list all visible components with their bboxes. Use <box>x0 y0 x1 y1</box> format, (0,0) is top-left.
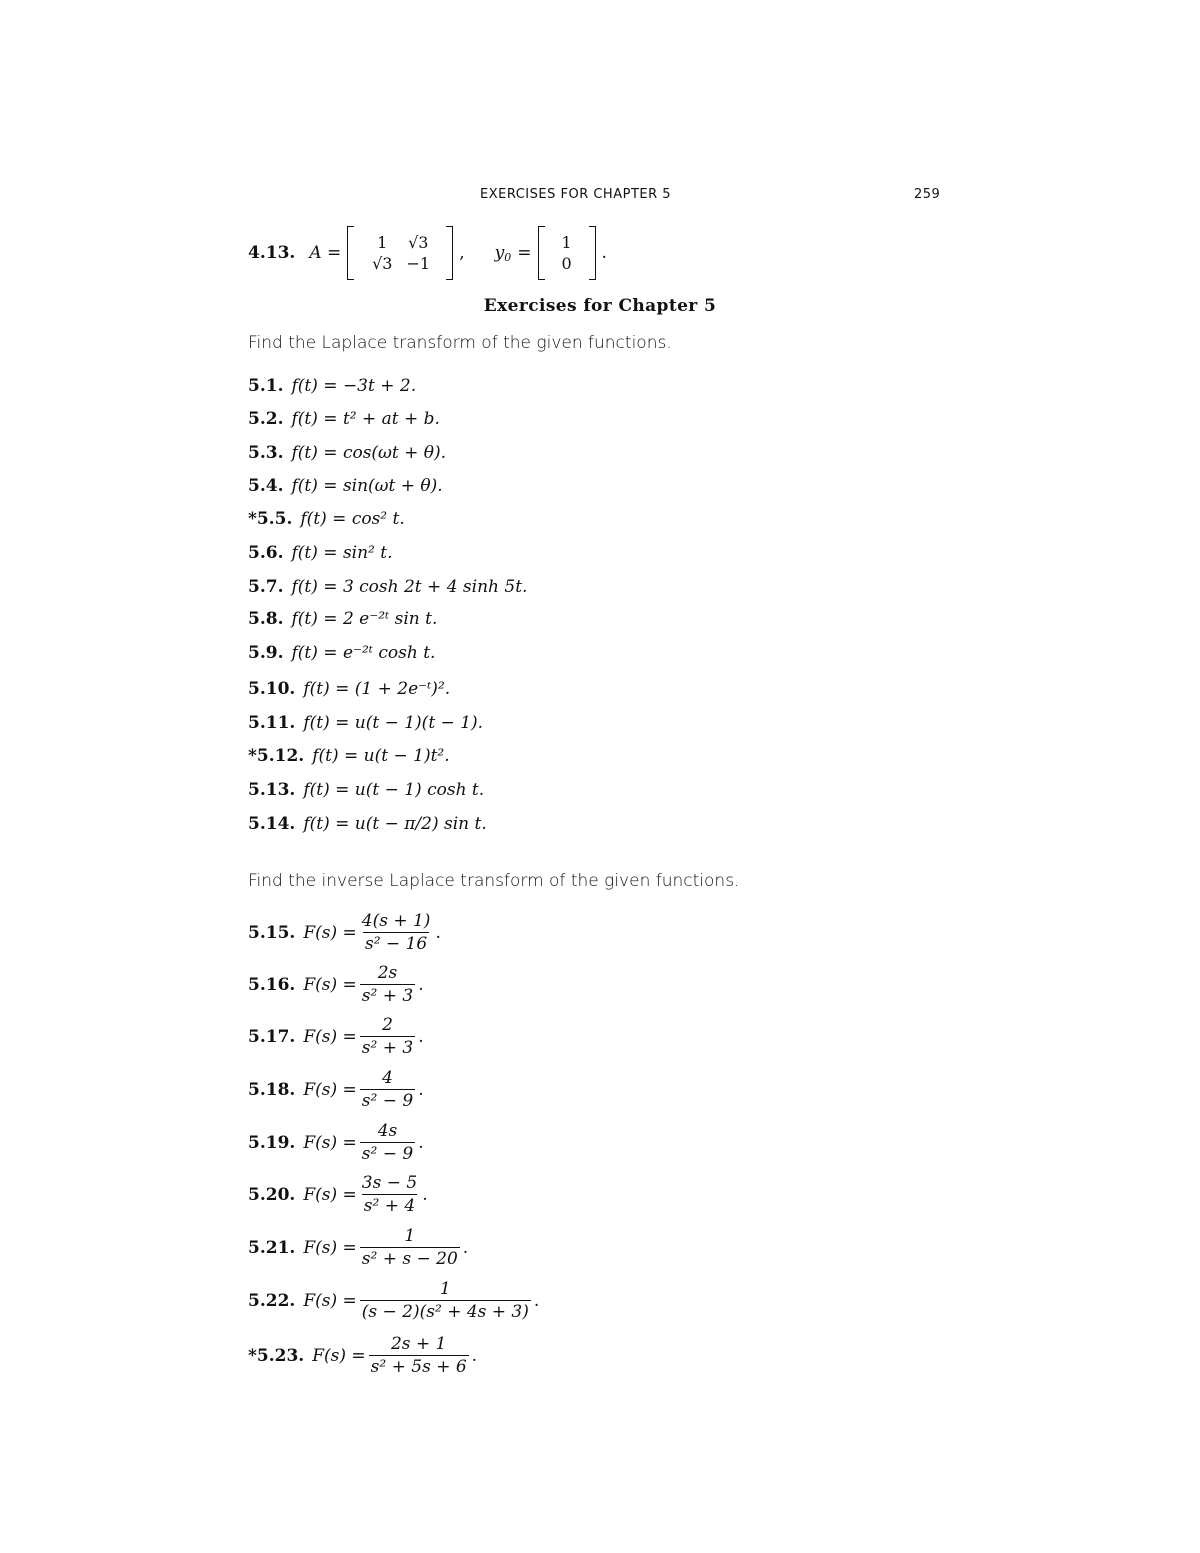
exercise-4-13 <box>248 226 607 280</box>
fraction: $\frac{4(s + 1)}{\text{s² − 16}}$ <box>361 911 431 954</box>
exercise-item: 5.2. f(t) = t² + at + b. <box>248 409 440 429</box>
fraction: $\frac{4}{\text{s² − 9}}$ <box>361 1068 414 1111</box>
exercise-item: 5.9. f(t) = e⁻²ᵗ cosh t. <box>248 643 436 663</box>
inverse-item: 5.18. F(s) = $\frac{4}{\text{s² − 9}}$ . <box>248 1068 424 1111</box>
separator: , <box>459 243 465 263</box>
fraction: $\frac{2s + 1}{\text{s² + 5s + 6}}$ <box>370 1334 467 1377</box>
exercise-item: 5.14. f(t) = u(t − π/2) sin t. <box>248 814 487 834</box>
fraction: $\frac{4s}{\text{s² − 9}}$ <box>361 1121 414 1164</box>
matrix-entry: √3 <box>372 254 393 273</box>
right-bracket <box>446 226 453 280</box>
exercise-item: 5.6. f(t) = sin² t. <box>248 543 393 563</box>
matrix-entry: √3 <box>408 233 429 252</box>
exercise-item: 5.13. f(t) = u(t − 1) cosh t. <box>248 780 485 800</box>
inverse-item: 5.22. F(s) = $\frac{1}{\text{(s − 2)(s² + 4s + 3)}}$ . <box>248 1279 540 1322</box>
running-head-title: EXERCISES FOR CHAPTER 5 <box>480 187 672 202</box>
inverse-item: 5.17. F(s) = $\frac{2}{\text{s² + 3}}$ . <box>248 1015 424 1058</box>
exercise-label: 4.13. <box>248 243 296 263</box>
right-bracket <box>589 226 596 280</box>
inverse-item: 5.21. F(s) = $\frac{1}{\text{s² + s − 20}}$ . <box>248 1226 469 1269</box>
fraction: $\frac{1}{\text{(s − 2)(s² + 4s + 3)}}$ <box>361 1279 529 1322</box>
fraction: $\frac{2}{\text{s² + 3}}$ <box>361 1015 414 1058</box>
left-bracket <box>347 226 354 280</box>
section-title: Exercises for Chapter 5 <box>483 296 717 316</box>
exercise-item: 5.11. f(t) = u(t − 1)(t − 1). <box>248 713 484 733</box>
vector-y0 <box>555 233 579 273</box>
exercise-item: 5.10. f(t) = (1 + 2e⁻ᵗ)². <box>248 679 451 699</box>
y0-label: $y_0$ <box>494 243 512 264</box>
left-bracket <box>538 226 545 280</box>
exercise-item: 5.3. f(t) = cos(ωt + θ). <box>248 443 447 463</box>
intro-laplace: Find the Laplace transform of the given functions. <box>248 333 672 353</box>
matrix-a <box>364 233 436 273</box>
inverse-item: 5.20. F(s) = $\frac{3s - 5}{\text{s² + 4}}$ . <box>248 1173 428 1216</box>
matrix-lhs: A = <box>309 243 342 263</box>
exercise-item: 5.8. f(t) = 2 e⁻²ᵗ sin t. <box>248 609 438 629</box>
inverse-item: 5.19. F(s) = $\frac{4s}{\text{s² − 9}}$ . <box>248 1121 424 1164</box>
exercise-item: 5.7. f(t) = 3 cosh 2t + 4 sinh 5t. <box>248 577 528 597</box>
exercise-item: *5.12. f(t) = u(t − 1)t². <box>248 746 450 766</box>
running-head <box>0 187 1200 207</box>
inverse-item: 5.16. F(s) = $\frac{2s}{\text{s² + 3}}$ . <box>248 963 424 1006</box>
matrix-entry: 1 <box>377 233 388 252</box>
exercise-item: *5.5. f(t) = cos² t. <box>248 509 405 529</box>
fraction: $\frac{3s - 5}{\text{s² + 4}}$ <box>361 1173 418 1216</box>
fraction: $\frac{1}{\text{s² + s − 20}}$ <box>361 1226 458 1269</box>
exercise-item: 5.4. f(t) = sin(ωt + θ). <box>248 476 443 496</box>
inverse-item: 5.15. F(s) = $\frac{4(s + 1)}{\text{s² − 16}}$ . <box>248 911 441 954</box>
vector-entry: 1 <box>561 233 572 252</box>
vector-entry: 0 <box>561 254 572 273</box>
fraction: $\frac{2s}{\text{s² + 3}}$ <box>361 963 414 1006</box>
period: . <box>601 243 607 263</box>
exercise-item: 5.1. f(t) = −3t + 2. <box>248 376 417 396</box>
page-number: 259 <box>914 187 941 202</box>
y0-equals: = <box>517 243 532 263</box>
intro-inverse: Find the inverse Laplace transform of the given functions. <box>248 871 740 891</box>
inverse-item: *5.23. F(s) = $\frac{2s + 1}{\text{s² + 5s + 6}}$ . <box>248 1334 478 1377</box>
matrix-entry: −1 <box>406 254 431 273</box>
